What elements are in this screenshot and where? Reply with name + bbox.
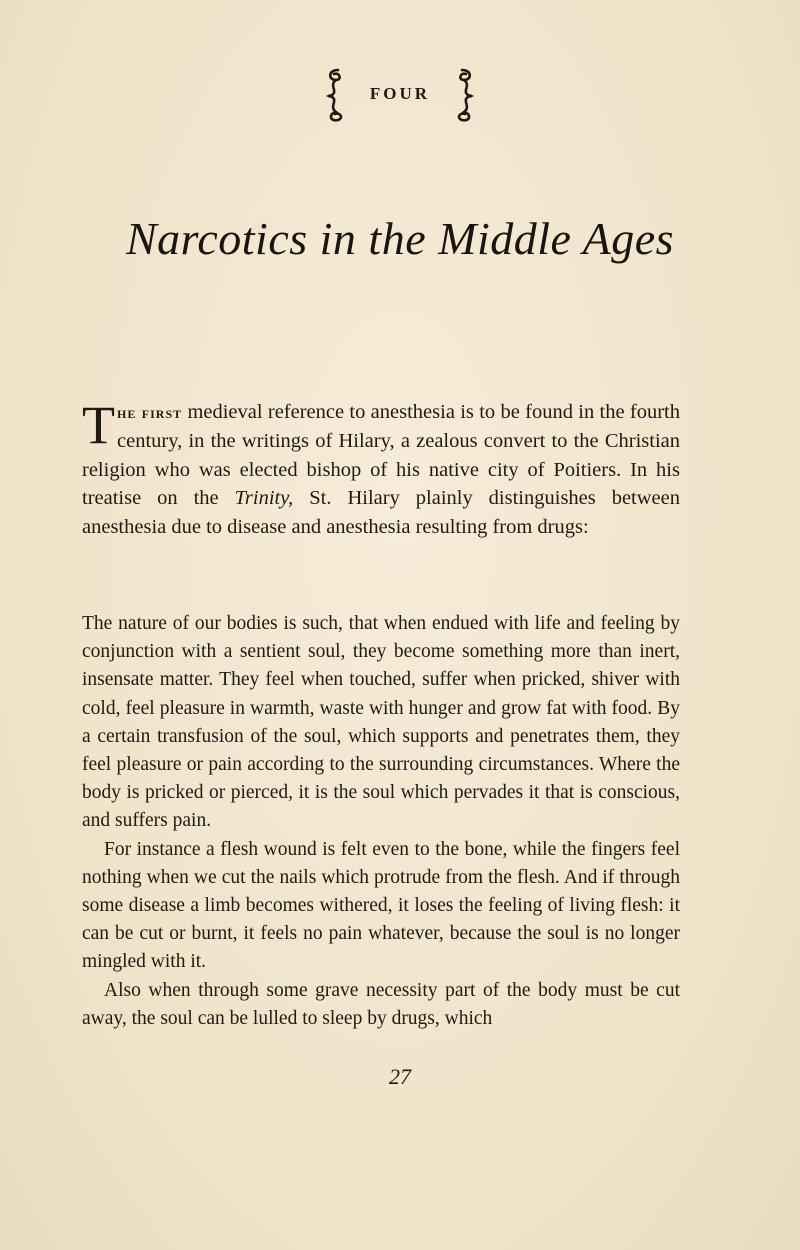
intro-italic-title: Trinity, <box>234 487 294 510</box>
intro-text-part-2: St. Hilary plainly distinguishes between anesthesia due to disease and anesthesia resulting from drugs: <box>82 487 681 538</box>
chapter-number: FOUR <box>369 84 431 103</box>
quote-paragraph-1: The nature of our bodies is such, that when endued with life and feeling by conjunction with a sentient soul, they become something more than inert, insensate matter. They feel when touched, suffer when pricked, shiver with cold, feel pleasure in warmth, waste with hunger and grow fat with food. By a certain transfusion of the soul, which supports and penetrates them, they feel pleasure or pain according to the surrounding circumstances. Where the body is pricked or pierced, it is the soul which pervades it that is conscious, and suffers pain. <box>82 613 680 832</box>
left-scroll-ornament-icon <box>318 64 348 124</box>
page-number: 27 <box>389 1064 411 1089</box>
chapter-title: Narcotics in the Middle Ages <box>125 213 675 264</box>
intro-smallcaps: he first <box>117 403 183 422</box>
intro-text-part-1: medieval reference to anesthesia is to be found in the fourth century, in the writings of Hilary, a zealous convert to the Christian religion who was elected bishop of his native city of Poitiers. In his treatise on the <box>82 401 680 510</box>
block-quote <box>82 610 680 1033</box>
drop-cap: T <box>82 395 115 455</box>
quote-paragraph-3: Also when through some grave necessity part of the body must be cut away, the soul can be lulled to sleep by drugs, which <box>82 979 680 1029</box>
right-scroll-ornament-icon <box>452 64 482 124</box>
intro-paragraph <box>82 395 681 541</box>
quote-paragraph-2: For instance a flesh wound is felt even to the bone, while the fingers feel nothing when we cut the nails which protrude from the flesh. And if through some disease a limb becomes withered, it loses the feeling of living flesh: it can be cut or burnt, it feels no pain whatever, because the soul is no longer mingled with it. <box>82 838 680 973</box>
chapter-heading <box>0 64 800 124</box>
